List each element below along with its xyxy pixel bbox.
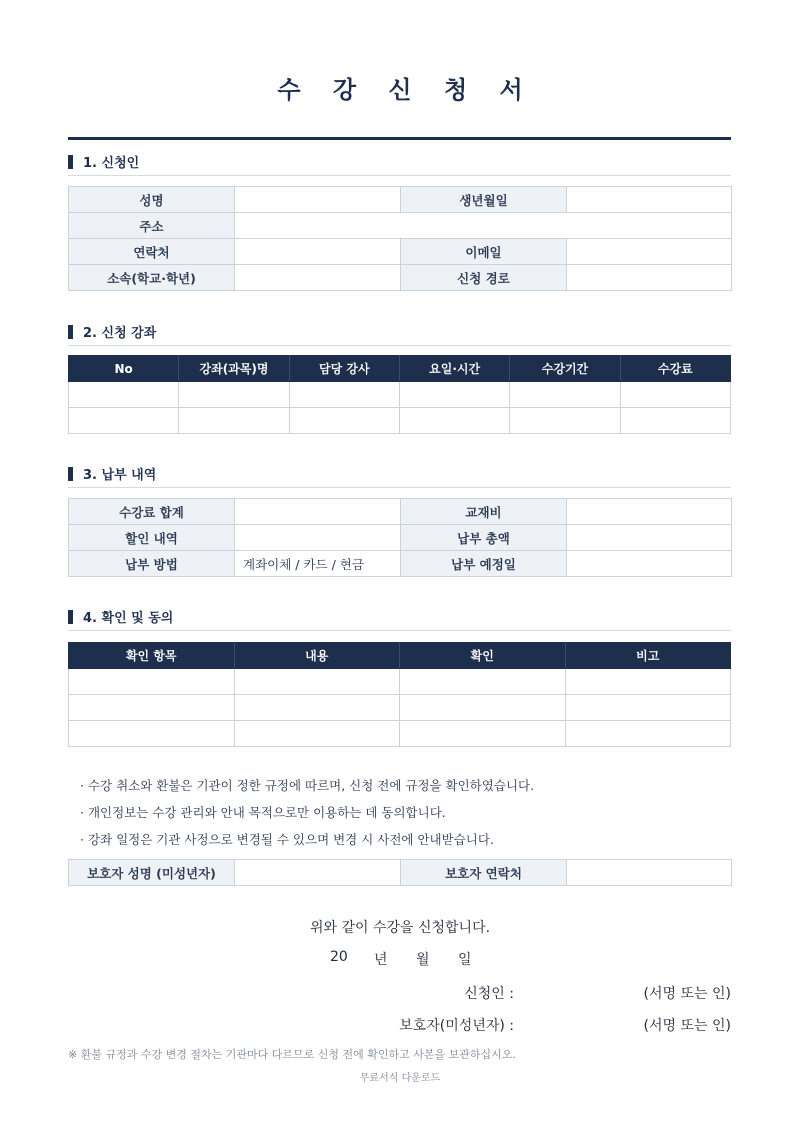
birth-field[interactable] xyxy=(567,187,732,213)
course-cell[interactable] xyxy=(510,382,620,408)
guardian-sign-label: 보호자(미성년자) : xyxy=(399,1018,514,1034)
total-fee-label: 수강료 합계 xyxy=(69,499,235,525)
section-marker xyxy=(68,325,73,339)
date-year: 20 xyxy=(330,949,348,965)
guardian-contact-label: 보호자 연락처 xyxy=(401,860,567,886)
footer-link[interactable]: 무료서식 다운로드 xyxy=(359,1073,441,1084)
applicant-table xyxy=(68,186,732,291)
confirm-cell[interactable] xyxy=(400,695,566,721)
course-header-name: 강좌(과목)명 xyxy=(179,356,289,382)
note-privacy: · 개인정보는 수강 관리와 안내 목적으로만 이용하는 데 동의합니다. xyxy=(80,805,446,820)
section-course-header xyxy=(68,322,731,346)
course-cell[interactable] xyxy=(69,382,179,408)
section-title: 2. 신청 강좌 xyxy=(83,326,157,341)
email-field[interactable] xyxy=(567,239,732,265)
section-consent-header xyxy=(68,607,731,631)
date-line xyxy=(330,949,472,969)
confirm-cell[interactable] xyxy=(69,695,235,721)
confirm-cell[interactable] xyxy=(234,669,400,695)
confirm-cell[interactable] xyxy=(234,695,400,721)
guardian-name-label: 보호자 성명 (미성년자) xyxy=(69,860,235,886)
method-label: 납부 방법 xyxy=(69,551,235,577)
guardian-table xyxy=(68,859,732,886)
discount-field[interactable] xyxy=(235,525,401,551)
address-field[interactable] xyxy=(235,213,732,239)
address-label: 주소 xyxy=(69,213,235,239)
course-cell[interactable] xyxy=(620,408,730,434)
affiliation-label: 소속(학교·학년) xyxy=(69,265,235,291)
name-field[interactable] xyxy=(235,187,401,213)
email-label: 이메일 xyxy=(401,239,567,265)
due-date-label: 납부 예정일 xyxy=(401,551,567,577)
date-month-unit: 월 xyxy=(416,952,430,968)
title-divider xyxy=(68,137,731,140)
course-header-fee: 수강료 xyxy=(620,356,730,382)
declaration: 위와 같이 수강을 신청합니다. xyxy=(309,920,491,936)
note-schedule: · 강좌 일정은 기관 사정으로 변경될 수 있으며 변경 시 사전에 안내받습니다. xyxy=(80,832,494,847)
course-cell[interactable] xyxy=(399,382,509,408)
date-year-unit: 년 xyxy=(374,952,388,968)
course-cell[interactable] xyxy=(510,408,620,434)
applicant-sign-label: 신청인 : xyxy=(464,986,514,1002)
confirm-cell[interactable] xyxy=(69,721,235,747)
route-field[interactable] xyxy=(567,265,732,291)
section-applicant-header xyxy=(68,152,731,176)
guardian-contact-field[interactable] xyxy=(567,860,732,886)
confirm-cell[interactable] xyxy=(400,669,566,695)
birth-label: 생년월일 xyxy=(401,187,567,213)
course-header-instructor: 담당 강사 xyxy=(289,356,399,382)
total-paid-field[interactable] xyxy=(567,525,732,551)
section-title: 4. 확인 및 동의 xyxy=(83,611,174,626)
note-refund: · 수강 취소와 환불은 기관이 정한 규정에 따르며, 신청 전에 규정을 확인하였습니다. xyxy=(80,778,535,793)
footnote: ※ 환불 규정과 수강 변경 절차는 기관마다 다르므로 신청 전에 확인하고 사본을 보관하십시오. xyxy=(68,1048,516,1061)
table-row xyxy=(69,721,731,747)
textbook-field[interactable] xyxy=(567,499,732,525)
course-cell[interactable] xyxy=(289,408,399,434)
due-date-field[interactable] xyxy=(567,551,732,577)
confirm-header-item: 확인 항목 xyxy=(69,643,235,669)
confirm-header-check: 확인 xyxy=(400,643,566,669)
table-row xyxy=(69,408,731,434)
contact-label: 연락처 xyxy=(69,239,235,265)
applicant-sign-hint[interactable]: (서명 또는 인) xyxy=(643,986,731,1002)
section-marker xyxy=(68,467,73,481)
course-header-schedule: 요일·시간 xyxy=(399,356,509,382)
course-cell[interactable] xyxy=(179,408,289,434)
name-label: 성명 xyxy=(69,187,235,213)
discount-label: 할인 내역 xyxy=(69,525,235,551)
course-header-no: No xyxy=(69,356,179,382)
course-cell[interactable] xyxy=(620,382,730,408)
confirm-cell[interactable] xyxy=(565,695,731,721)
affiliation-field[interactable] xyxy=(235,265,401,291)
page-title: 수 강 신 청 서 xyxy=(277,76,535,104)
total-fee-field[interactable] xyxy=(235,499,401,525)
course-table xyxy=(68,355,731,434)
section-marker xyxy=(68,155,73,169)
confirm-header-note: 비고 xyxy=(565,643,731,669)
method-field[interactable]: 계좌이체 / 카드 / 현금 xyxy=(235,551,401,577)
section-marker xyxy=(68,610,73,624)
total-paid-label: 납부 총액 xyxy=(401,525,567,551)
textbook-label: 교재비 xyxy=(401,499,567,525)
course-header-period: 수강기간 xyxy=(510,356,620,382)
confirm-header-content: 내용 xyxy=(234,643,400,669)
guardian-sign-hint[interactable]: (서명 또는 인) xyxy=(643,1018,731,1034)
contact-field[interactable] xyxy=(235,239,401,265)
course-cell[interactable] xyxy=(179,382,289,408)
guardian-name-field[interactable] xyxy=(235,860,401,886)
consent-notes xyxy=(80,777,534,858)
date-day-unit: 일 xyxy=(458,952,472,968)
table-row xyxy=(69,695,731,721)
confirm-cell[interactable] xyxy=(565,669,731,695)
table-row xyxy=(69,382,731,408)
course-cell[interactable] xyxy=(399,408,509,434)
section-title: 1. 신청인 xyxy=(83,156,140,171)
course-cell[interactable] xyxy=(69,408,179,434)
confirm-cell[interactable] xyxy=(565,721,731,747)
payment-table xyxy=(68,498,732,577)
section-payment-header xyxy=(68,464,731,488)
confirm-cell[interactable] xyxy=(69,669,235,695)
confirm-cell[interactable] xyxy=(400,721,566,747)
section-title: 3. 납부 내역 xyxy=(83,468,157,483)
confirm-table xyxy=(68,642,731,747)
route-label: 신청 경로 xyxy=(401,265,567,291)
confirm-cell[interactable] xyxy=(234,721,400,747)
table-row xyxy=(69,669,731,695)
course-cell[interactable] xyxy=(289,382,399,408)
